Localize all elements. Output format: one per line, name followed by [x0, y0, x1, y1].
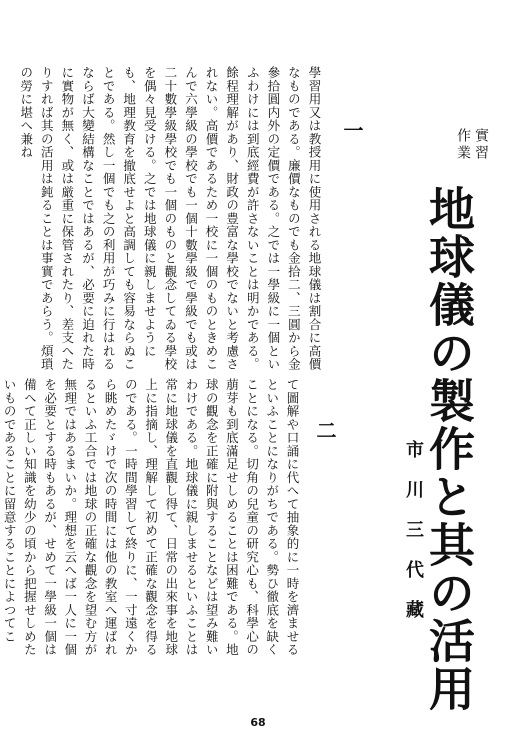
body-paragraph: て圖解や口誦に代へて抽象的に一時を濟ませるといふことになりがちである。勢ひ徹底を缺くことになる。切角の兒童の研究心も、科學心の萠芽も到底滿足せしめることは困難である。地球の觀念を正確に附與することなどは望み難いわけである。地球儀に親しませるといふことは常に地球儀を直觀し得て、日常の出來事を地球上に指摘し、理解して初めて正確な觀念を得るのである。一時間學習して終りに、一寸遠くから眺めたゞけで次の時間には他の教室へ運ばれるといふ工合では地球の正確な觀念を望む方が無理ではあるまいか。理想を云へば一人に一個を必要とする時もあるが、せめて一學級一個は備へて正しい知識を幼少の頃から把握せしめたいものであることに留意することによつてこ	[2, 378, 300, 657]
body-text-lower	[2, 378, 302, 668]
section-mark-one: 一	[340, 120, 364, 140]
author-name: 市川三代藏	[403, 440, 424, 640]
body-text-upper	[18, 66, 324, 371]
section-mark-two: 二	[313, 420, 337, 440]
series-label-line1: 實習	[473, 128, 489, 162]
page-number: 68	[250, 716, 266, 729]
article-title: 地球儀の製作と其の活用	[422, 185, 476, 713]
body-paragraph: 學習用又は教授用に使用される地球儀は割合に高價なものである。廉價なものでも金拾二、三圓から金參拾圓内外の定價である。之では一學級に一個といふわけには到底經費が許さないことは明かである。餘程理解があり、財政の豊富な學校でないと考慮されない。高價であるため一校に一個のものときめこんで六學級の學校でも一個十數學級で學級でも或は二十數學級學校でも一個のものと觀念してゐる學校を偶々見受ける。之では地球儀に親しませようにも、地理教育を撤底せよと高調しても容易ならぬことである。然し一個でも之の利用が巧みに行はれるならば大變結構なことではあるが、必要に迫れた時に實物が無く、或は厳重に保管されたり、差支へたりすれば其の活用は鈍ることは事實であらう。煩瑣の勞に堪へ兼ね	[18, 66, 322, 371]
series-label-line2: 作業	[455, 128, 471, 162]
